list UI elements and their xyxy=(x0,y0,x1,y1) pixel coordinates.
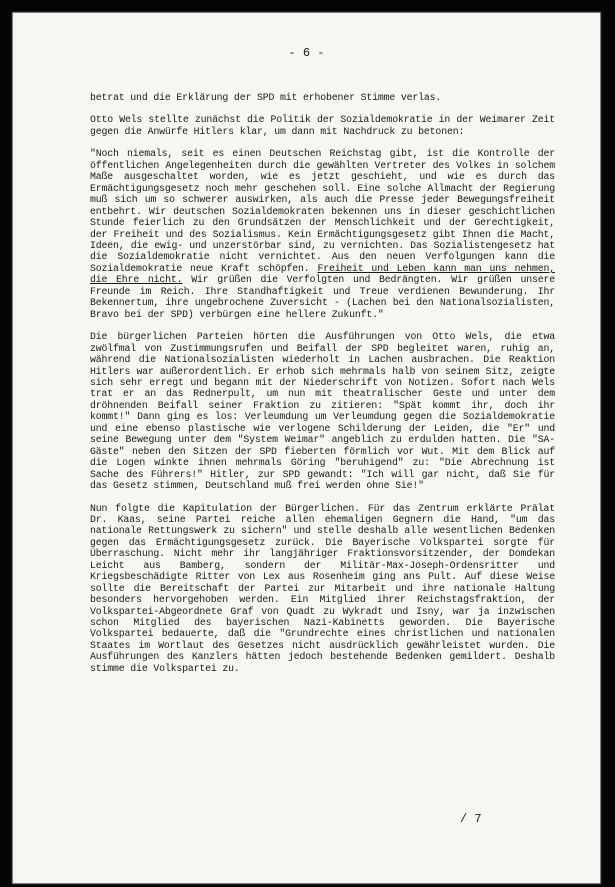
quote-part-1: "Noch niemals, seit es einen Deutschen Reichstag gibt, ist die Kontrolle der öffentlichen Angelegenheiten durch die gewählten Vertreter des Volkes in solchem Maße ausgeschaltet worden, wie es jetzt geschieht, und wie es durch das Ermächtigungsgesetz noch mehr geschehen soll. Eine solche Allmacht der Regierung muß sich um so schwerer auswirken, als auch die Presse jeder Bewegungsfreiheit entbehrt. Wir deutschen Sozialdemokraten bekennen uns in dieser geschichtlichen Stunde feierlich zu den Grundsätzen der Menschlichkeit und der Gerechtigkeit, der Freiheit und des Sozialismus. Kein Ermächtigungsgesetz gibt Ihnen die Macht, Ideen, die ewig- und unzerstörbar sind, zu vernichten. Das Sozialistengesetz hat die Sozialdemokratie nicht vernichtet. Aus den neuen Verfolgungen kann die Sozialdemokratie neue Kraft schöpfen. xyxy=(90,148,555,274)
quote-part-2: Wir grüßen die Verfolgten und Bedrängten. Wir grüßen unsere Freunde im Reich. Ihre Standhaftigkeit und Treue verdienen Bewunderung. Ihr Bekennertum, ihre ungebrochene Zuversicht - (Lachen bei den Nationalsozialisten, Bravo bei der SPD) verbürgen eine hellere Zukunft." xyxy=(90,274,555,320)
underlined-quote: Freiheit und Leben kann man uns nehmen, die Ehre nicht. xyxy=(90,262,555,286)
document-page xyxy=(12,12,601,884)
page-number: - 6 - xyxy=(288,46,325,60)
paragraph-5: Nun folgte die Kapitulation der Bürgerlichen. Für das Zentrum erklärte Prälat Dr. Kaas, seine Partei reiche allen ehemaligen Gegnern die Hand, "um das nationale Rettungswerk zu sichern" und stelle deshalb alle wesentlichen Bedenken gegen das Ermächtigungsgesetz zurück. Die Bayerische Volkspartei sorgte für Überraschung. Nicht mehr ihr langjähriger Fraktionsvorsitzender, der Domdekan Leicht aus Bamberg, sondern der Militär-Max-Joseph-Ordensritter und Kriegsbeschädigte Ritter von Lex aus Rosenheim ging ans Pult. Auf diese Weise sollte die Bereitschaft der Partei zur Mitarbeit und ihre nationale Haltung besonders hervorgehoben werden. Ein Mitglied ihrer Reichstagsfraktion, der Volkspartei-Abgeordnete Graf von Quadt zu Wykradt und Isny, war ja inzwischen schon Mitglied des bayerischen Nazi-Kabinetts geworden. Die Bayerische Volkspartei bedauerte, daß die "Grundrechte eines christlichen und nationalen Staates im Wortlaut des Gesetzes nicht ausdrücklich gewährleistet wurden. Die Ausführungen des Kanzlers hätten jedoch bestehende Bedenken gemildert. Deshalb stimme die Volkspartei zu. xyxy=(90,502,555,674)
paragraph-2: Otto Wels stellte zunächst die Politik der Sozialdemokratie in der Weimarer Zeit gegen die Anwürfe Hitlers klar, um dann mit Nachdruck zu betonen: xyxy=(90,114,555,137)
continuation-marker: / 7 xyxy=(460,812,482,826)
paragraph-3-quote xyxy=(90,148,555,320)
paragraph-1: betrat und die Erklärung der SPD mit erhobener Stimme verlas. xyxy=(90,92,442,103)
body-text xyxy=(90,92,555,674)
paragraph-4: Die bürgerlichen Parteien hörten die Ausführungen von Otto Wels, die etwa zwölfmal von Zustimmungsrufen und Beifall der SPD begleitet waren, ruhig an, während die Nationalsozialisten wiederholt in Lachen ausbrachen. Die Reaktion Hitlers war außerordentlich. Er erhob sich mehrmals halb von seinem Sitz, zeigte sich sehr erregt und begann mit der Niederschrift von Notizen. Sofort nach Wels trat er an das Rednerpult, um nun mit theatralischer Geste und unter dem dröhnenden Beifall seiner Fraktion zu zitieren: "Spät kommt ihr, doch ihr kommt!" Dann ging es los: Verleumdung um Verleumdung gegen die Sozialdemokratie und eine ebenso plastische wie verlogene Schilderung der Leiden, die "Er" und seine Bewegung unter dem "System Weimar" angeblich zu erdulden hatten. Die "SA-Gäste" neben den Sitzen der SPD fieberten förmlich vor Wut. Mit dem Blick auf die Logen winkte ihnen mehrmals Göring "beruhigend" zu: "Die Abrechnung ist Sache des Führers!" Hitler, zur SPD gewandt: "Ich will gar nicht, daß Sie für das Gesetz stimmen, Deutschland muß frei werden ohne Sie!" xyxy=(90,331,555,492)
